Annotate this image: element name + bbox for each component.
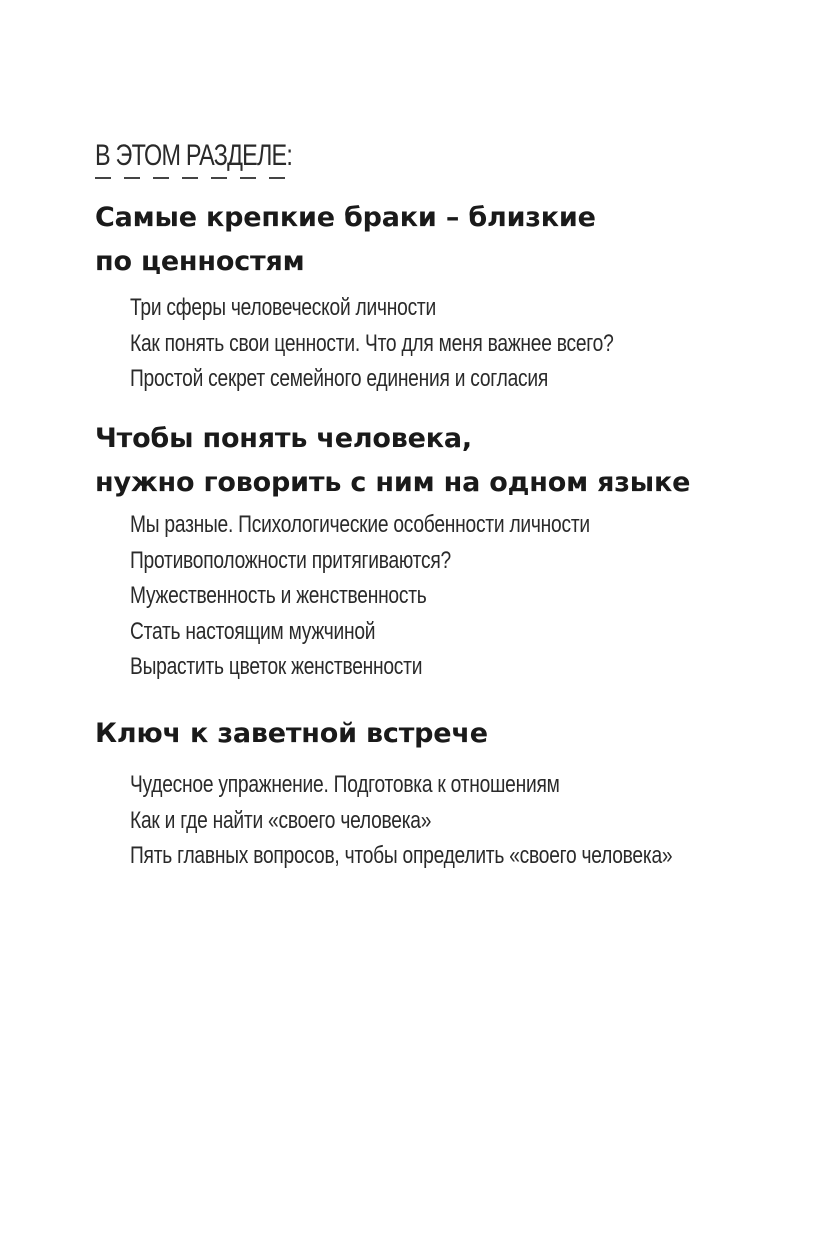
- list-item: Три сферы человеческой личности: [130, 294, 436, 321]
- list-item: Стать настоящим мужчиной: [130, 617, 376, 645]
- heading-line: Самые крепкие браки – близкие: [95, 202, 596, 233]
- section-items-meeting: [130, 767, 808, 874]
- list-item: Мужественность и женственность: [130, 582, 427, 609]
- dash: [95, 177, 111, 179]
- heading-line: нужно говорить с ним на одном языке: [95, 467, 691, 498]
- dash: [240, 177, 256, 179]
- list-item: Вырастить цветок женственности: [130, 653, 423, 680]
- section-items-language: [130, 507, 705, 685]
- heading-line: по ценностям: [95, 246, 305, 277]
- list-item: Как понять свои ценности. Что для меня важнее всего?: [130, 329, 614, 357]
- list-item: Мы разные. Психологические особенности личности: [130, 511, 590, 538]
- dash: [124, 177, 140, 179]
- section-heading-language: [95, 417, 690, 505]
- list-item: Чудесное упражнение. Подготовка к отношениям: [130, 771, 560, 798]
- dash: [211, 177, 227, 179]
- list-item: Простой секрет семейного единения и согласия: [130, 365, 549, 392]
- list-item: Как и где найти «своего человека»: [130, 806, 432, 834]
- heading-line: Ключ к заветной встрече: [95, 718, 488, 749]
- dash: [182, 177, 198, 179]
- dash: [153, 177, 169, 179]
- section-heading-meeting: [95, 712, 488, 756]
- section-heading-values: [95, 196, 596, 284]
- list-item: Пять главных вопросов, чтобы определить «своего человека»: [130, 842, 673, 869]
- dashed-underline: [95, 177, 295, 179]
- heading-line: Чтобы понять человека,: [95, 423, 472, 454]
- dash: [269, 177, 285, 179]
- section-label: В ЭТОМ РАЗДЕЛЕ:: [95, 139, 293, 172]
- section-items-values: [130, 290, 734, 397]
- list-item: Противоположности притягиваются?: [130, 546, 451, 574]
